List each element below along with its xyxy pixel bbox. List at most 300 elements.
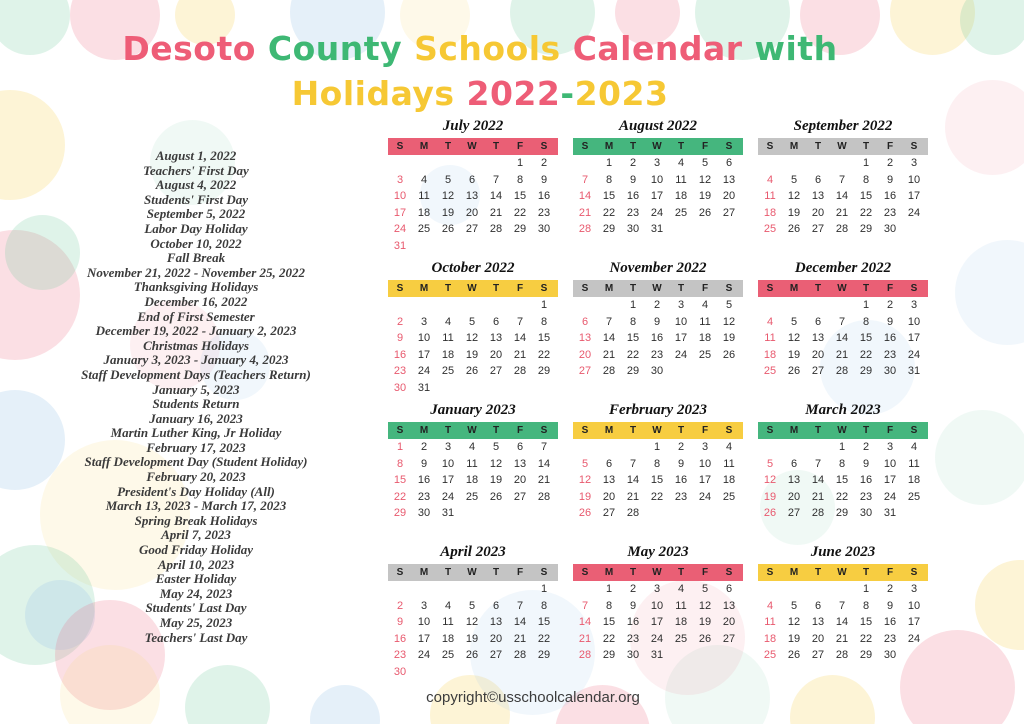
day-cell: 14 — [602, 332, 616, 345]
day-cell: 30 — [393, 381, 407, 394]
weekday-label: T — [814, 283, 822, 294]
day-cell: 25 — [441, 365, 455, 378]
holiday-line: End of First Semester — [137, 308, 255, 324]
holiday-line: Thanksgiving Holidays — [133, 279, 259, 295]
day-cell: 11 — [764, 332, 776, 345]
day-cell: 1 — [540, 583, 548, 596]
day-cell: 25 — [441, 649, 455, 662]
weekday-label: F — [516, 425, 524, 436]
weekday-label: T — [814, 141, 822, 152]
week-row — [573, 188, 743, 205]
day-cell: 8 — [862, 599, 870, 612]
day-cell: 19 — [698, 190, 712, 203]
day-cell: 29 — [626, 365, 640, 378]
title-word: - — [560, 74, 575, 113]
day-cell: 14 — [513, 332, 527, 345]
weekday-label: T — [444, 141, 452, 152]
day-cell: 30 — [626, 223, 640, 236]
day-cell: 13 — [489, 332, 503, 345]
month-calendar — [573, 118, 743, 257]
week-row — [758, 205, 928, 222]
day-cell: 28 — [602, 365, 616, 378]
day-cell: 25 — [907, 490, 921, 503]
day-cell: 13 — [811, 332, 825, 345]
day-cell: 14 — [578, 190, 592, 203]
week-row — [573, 155, 743, 172]
day-cell: 15 — [650, 474, 664, 487]
holiday-line: January 16, 2023 — [149, 410, 243, 426]
week-row — [758, 439, 928, 456]
day-cell: 22 — [602, 206, 616, 219]
weekday-label: M — [419, 567, 429, 578]
day-cell: 11 — [442, 332, 454, 345]
day-cell: 19 — [787, 632, 801, 645]
day-cell: 1 — [396, 441, 404, 454]
day-cell: 1 — [540, 299, 548, 312]
weekday-header-row — [758, 564, 928, 581]
day-cell: 7 — [838, 173, 846, 186]
week-row — [573, 489, 743, 506]
week-row — [388, 314, 558, 331]
day-cell: 11 — [675, 599, 687, 612]
weekday-label: W — [467, 283, 477, 294]
weekday-label: T — [492, 283, 500, 294]
day-cell: 4 — [444, 315, 452, 328]
day-cell: 21 — [602, 348, 616, 361]
weekday-label: T — [677, 283, 685, 294]
day-cell: 21 — [537, 474, 551, 487]
day-cell: 5 — [492, 441, 500, 454]
day-cell: 7 — [629, 457, 637, 470]
weekday-label: F — [516, 283, 524, 294]
day-cell: 6 — [814, 599, 822, 612]
month-title: Ferbruary 2023 — [609, 402, 707, 418]
week-row — [388, 205, 558, 222]
day-cell: 29 — [835, 507, 849, 520]
day-cell: 24 — [907, 206, 921, 219]
day-cell: 26 — [698, 206, 712, 219]
day-cell: 11 — [466, 457, 478, 470]
day-cell: 2 — [862, 441, 870, 454]
day-cell: 21 — [578, 632, 592, 645]
day-cell: 3 — [444, 441, 452, 454]
weekday-label: S — [725, 567, 733, 578]
day-cell: 15 — [537, 616, 551, 629]
day-cell: 2 — [629, 583, 637, 596]
day-cell: 22 — [626, 348, 640, 361]
day-cell: 6 — [725, 583, 733, 596]
day-cell: 13 — [513, 457, 527, 470]
title-word: County — [267, 29, 415, 68]
holiday-line: Teachers' Last Day — [144, 629, 248, 645]
week-row — [388, 297, 558, 314]
weekday-label: M — [604, 567, 614, 578]
day-cell: 4 — [766, 173, 774, 186]
week-row — [758, 647, 928, 664]
weekday-header-row — [573, 280, 743, 297]
day-cell: 30 — [626, 649, 640, 662]
day-cell: 8 — [605, 599, 613, 612]
weekday-label: F — [886, 141, 894, 152]
day-cell: 9 — [677, 457, 685, 470]
week-row — [758, 172, 928, 189]
day-cell: 15 — [835, 474, 849, 487]
day-cell: 28 — [626, 507, 640, 520]
day-cell: 18 — [441, 348, 455, 361]
holiday-line: Students' Last Day — [145, 600, 247, 616]
day-cell: 3 — [653, 157, 661, 170]
day-cell: 14 — [835, 190, 849, 203]
weekday-label: T — [862, 141, 870, 152]
week-row — [388, 505, 558, 522]
day-cell: 21 — [626, 490, 640, 503]
day-cell: 12 — [578, 474, 592, 487]
week-row — [388, 472, 558, 489]
holiday-line: April 10, 2023 — [157, 556, 235, 572]
month-calendar — [388, 544, 558, 683]
day-cell: 21 — [835, 206, 849, 219]
weekday-label: T — [492, 425, 500, 436]
day-cell: 10 — [441, 457, 455, 470]
day-cell: 5 — [581, 457, 589, 470]
holiday-line: April 7, 2023 — [161, 527, 231, 543]
day-cell: 2 — [886, 157, 894, 170]
day-cell: 31 — [441, 507, 455, 520]
day-cell: 3 — [910, 583, 918, 596]
weekday-label: M — [604, 425, 614, 436]
day-cell: 1 — [605, 157, 613, 170]
day-cell: 17 — [441, 474, 455, 487]
day-cell: 1 — [629, 299, 637, 312]
day-cell: 20 — [722, 190, 736, 203]
day-cell: 15 — [393, 474, 407, 487]
day-cell: 27 — [811, 365, 825, 378]
day-cell: 20 — [465, 206, 479, 219]
day-cell: 4 — [468, 441, 476, 454]
day-cell: 7 — [605, 315, 613, 328]
day-cell: 30 — [393, 665, 407, 678]
weekday-header-row — [573, 138, 743, 155]
day-cell: 25 — [417, 223, 431, 236]
day-cell: 6 — [516, 441, 524, 454]
day-cell: 23 — [626, 206, 640, 219]
holiday-line: Staff Development Day (Student Holiday) — [84, 454, 308, 470]
day-cell: 12 — [698, 173, 712, 186]
weekday-label: S — [540, 567, 548, 578]
day-cell: 25 — [465, 490, 479, 503]
day-cell: 16 — [626, 190, 640, 203]
day-cell: 14 — [578, 616, 592, 629]
week-row — [758, 221, 928, 238]
day-cell: 18 — [763, 206, 777, 219]
month-calendar — [388, 402, 558, 541]
day-cell: 8 — [862, 315, 870, 328]
day-cell: 26 — [441, 223, 455, 236]
week-row — [573, 363, 743, 380]
day-cell: 5 — [701, 157, 709, 170]
week-row — [388, 380, 558, 397]
day-cell: 3 — [420, 599, 428, 612]
day-cell: 10 — [674, 315, 688, 328]
day-cell: 3 — [653, 583, 661, 596]
day-cell: 11 — [699, 315, 711, 328]
day-cell: 26 — [489, 490, 503, 503]
month-calendar — [758, 260, 928, 399]
day-cell: 6 — [814, 173, 822, 186]
holiday-line: Labor Day Holiday — [144, 220, 248, 236]
holiday-line: May 25, 2023 — [159, 615, 233, 630]
day-cell: 23 — [883, 632, 897, 645]
month-title: January 2023 — [430, 402, 516, 418]
day-cell: 2 — [396, 599, 404, 612]
day-cell: 4 — [420, 173, 428, 186]
day-cell: 23 — [883, 348, 897, 361]
day-cell: 8 — [396, 457, 404, 470]
day-cell: 2 — [629, 157, 637, 170]
day-cell: 24 — [698, 490, 712, 503]
day-cell: 10 — [417, 332, 431, 345]
day-cell: 8 — [516, 173, 524, 186]
day-cell: 11 — [675, 173, 687, 186]
day-cell: 19 — [465, 348, 479, 361]
weekday-label: W — [467, 425, 477, 436]
weekday-label: F — [701, 567, 709, 578]
day-cell: 20 — [513, 474, 527, 487]
weekday-header-row — [388, 564, 558, 581]
week-row — [388, 172, 558, 189]
holiday-list — [28, 149, 364, 645]
weekday-label: F — [886, 567, 894, 578]
day-cell: 12 — [698, 599, 712, 612]
day-cell: 23 — [674, 490, 688, 503]
weekday-header-row — [758, 138, 928, 155]
week-row — [758, 581, 928, 598]
day-cell: 25 — [698, 348, 712, 361]
day-cell: 19 — [465, 632, 479, 645]
week-row — [758, 363, 928, 380]
day-cell: 31 — [650, 649, 664, 662]
day-cell: 7 — [838, 315, 846, 328]
day-cell: 9 — [862, 457, 870, 470]
day-cell: 21 — [835, 348, 849, 361]
day-cell: 2 — [653, 299, 661, 312]
day-cell: 23 — [393, 365, 407, 378]
day-cell: 16 — [650, 332, 664, 345]
day-cell: 30 — [859, 507, 873, 520]
week-row — [758, 614, 928, 631]
day-cell: 8 — [605, 173, 613, 186]
month-calendar — [758, 402, 928, 541]
day-cell: 27 — [578, 365, 592, 378]
day-cell: 24 — [674, 348, 688, 361]
weekday-label: S — [766, 141, 774, 152]
day-cell: 28 — [835, 365, 849, 378]
day-cell: 10 — [907, 173, 921, 186]
day-cell: 3 — [396, 173, 404, 186]
day-cell: 8 — [540, 315, 548, 328]
day-cell: 4 — [677, 157, 685, 170]
day-cell: 29 — [859, 649, 873, 662]
week-row — [758, 330, 928, 347]
weekday-label: F — [516, 141, 524, 152]
day-cell: 26 — [465, 365, 479, 378]
day-cell: 16 — [537, 190, 551, 203]
day-cell: 20 — [489, 348, 503, 361]
day-cell: 1 — [862, 583, 870, 596]
day-cell: 18 — [465, 474, 479, 487]
day-cell: 23 — [883, 206, 897, 219]
week-row — [388, 598, 558, 615]
day-cell: 10 — [650, 173, 664, 186]
holiday-line: January 3, 2023 - January 4, 2023 — [103, 352, 289, 368]
title-word: Schools — [414, 29, 573, 68]
day-cell: 12 — [787, 332, 801, 345]
day-cell: 5 — [766, 457, 774, 470]
day-cell: 15 — [602, 190, 616, 203]
day-cell: 16 — [883, 616, 897, 629]
day-cell: 17 — [393, 206, 407, 219]
week-row — [388, 614, 558, 631]
holiday-line: Staff Development Days (Teachers Return) — [81, 366, 311, 382]
day-cell: 24 — [441, 490, 455, 503]
month-title: July 2022 — [442, 118, 504, 134]
day-cell: 30 — [883, 649, 897, 662]
day-cell: 1 — [838, 441, 846, 454]
weekday-label: W — [467, 567, 477, 578]
weekday-label: W — [837, 567, 847, 578]
day-cell: 27 — [811, 223, 825, 236]
day-cell: 14 — [811, 474, 825, 487]
day-cell: 25 — [763, 365, 777, 378]
day-cell: 15 — [537, 332, 551, 345]
weekday-header-row — [388, 422, 558, 439]
title-word: Calendar — [572, 29, 755, 68]
day-cell: 10 — [907, 315, 921, 328]
month-calendar — [573, 402, 743, 541]
day-cell: 7 — [492, 173, 500, 186]
day-cell: 13 — [811, 190, 825, 203]
month-title: June 2023 — [810, 544, 876, 560]
day-cell: 11 — [442, 616, 454, 629]
weekday-label: W — [652, 283, 662, 294]
day-cell: 14 — [537, 457, 551, 470]
day-cell: 25 — [763, 223, 777, 236]
day-cell: 12 — [787, 616, 801, 629]
weekday-label: T — [492, 141, 500, 152]
week-row — [388, 664, 558, 681]
day-cell: 24 — [650, 206, 664, 219]
holiday-line: Martin Luther King, Jr Holiday — [110, 425, 282, 441]
month-calendar — [388, 118, 558, 257]
day-cell: 24 — [883, 490, 897, 503]
month-title: April 2023 — [440, 544, 506, 560]
day-cell: 10 — [883, 457, 897, 470]
day-cell: 9 — [629, 173, 637, 186]
weekday-label: T — [629, 425, 637, 436]
weekday-label: T — [862, 567, 870, 578]
day-cell: 3 — [677, 299, 685, 312]
day-cell: 10 — [650, 599, 664, 612]
weekday-label: S — [396, 425, 404, 436]
day-cell: 17 — [907, 616, 921, 629]
day-cell: 2 — [677, 441, 685, 454]
holiday-line: March 13, 2023 - March 17, 2023 — [105, 498, 287, 514]
weekday-label: T — [444, 567, 452, 578]
week-row — [573, 330, 743, 347]
day-cell: 17 — [698, 474, 712, 487]
day-cell: 2 — [420, 441, 428, 454]
week-row — [388, 631, 558, 648]
day-cell: 2 — [886, 583, 894, 596]
day-cell: 13 — [602, 474, 616, 487]
day-cell: 27 — [722, 206, 736, 219]
week-row — [758, 297, 928, 314]
day-cell: 17 — [907, 190, 921, 203]
month-title: November 2022 — [609, 260, 707, 276]
day-cell: 29 — [859, 365, 873, 378]
week-row — [758, 505, 928, 522]
weekday-label: S — [581, 567, 589, 578]
holiday-line: Students Return — [152, 396, 240, 412]
day-cell: 3 — [886, 441, 894, 454]
week-row — [758, 314, 928, 331]
week-row — [388, 456, 558, 473]
weekday-header-row — [758, 280, 928, 297]
weekday-label: W — [837, 425, 847, 436]
day-cell: 6 — [790, 457, 798, 470]
day-cell: 27 — [811, 649, 825, 662]
day-cell: 22 — [650, 490, 664, 503]
weekday-label: M — [789, 567, 799, 578]
day-cell: 4 — [444, 599, 452, 612]
weekday-label: S — [581, 425, 589, 436]
weekday-label: S — [910, 425, 918, 436]
day-cell: 6 — [492, 599, 500, 612]
day-cell: 19 — [489, 474, 503, 487]
day-cell: 4 — [766, 315, 774, 328]
week-row — [573, 598, 743, 615]
day-cell: 7 — [516, 599, 524, 612]
day-cell: 16 — [626, 616, 640, 629]
calendar-grid — [388, 118, 928, 683]
weekday-label: T — [444, 283, 452, 294]
day-cell: 17 — [907, 332, 921, 345]
day-cell: 9 — [886, 173, 894, 186]
day-cell: 15 — [513, 190, 527, 203]
weekday-label: S — [396, 141, 404, 152]
day-cell: 9 — [396, 616, 404, 629]
day-cell: 29 — [602, 649, 616, 662]
day-cell: 29 — [537, 365, 551, 378]
weekday-label: T — [629, 567, 637, 578]
day-cell: 19 — [787, 348, 801, 361]
day-cell: 25 — [674, 632, 688, 645]
day-cell: 30 — [883, 223, 897, 236]
day-cell: 5 — [444, 173, 452, 186]
day-cell: 9 — [396, 332, 404, 345]
day-cell: 26 — [698, 632, 712, 645]
day-cell: 2 — [396, 315, 404, 328]
holiday-line: Fall Break — [166, 250, 226, 266]
day-cell: 24 — [650, 632, 664, 645]
title-word: Desoto — [122, 29, 268, 68]
day-cell: 20 — [602, 490, 616, 503]
weekday-label: F — [886, 425, 894, 436]
month-title: March 2023 — [805, 402, 881, 418]
day-cell: 16 — [674, 474, 688, 487]
week-row — [573, 631, 743, 648]
day-cell: 13 — [811, 616, 825, 629]
